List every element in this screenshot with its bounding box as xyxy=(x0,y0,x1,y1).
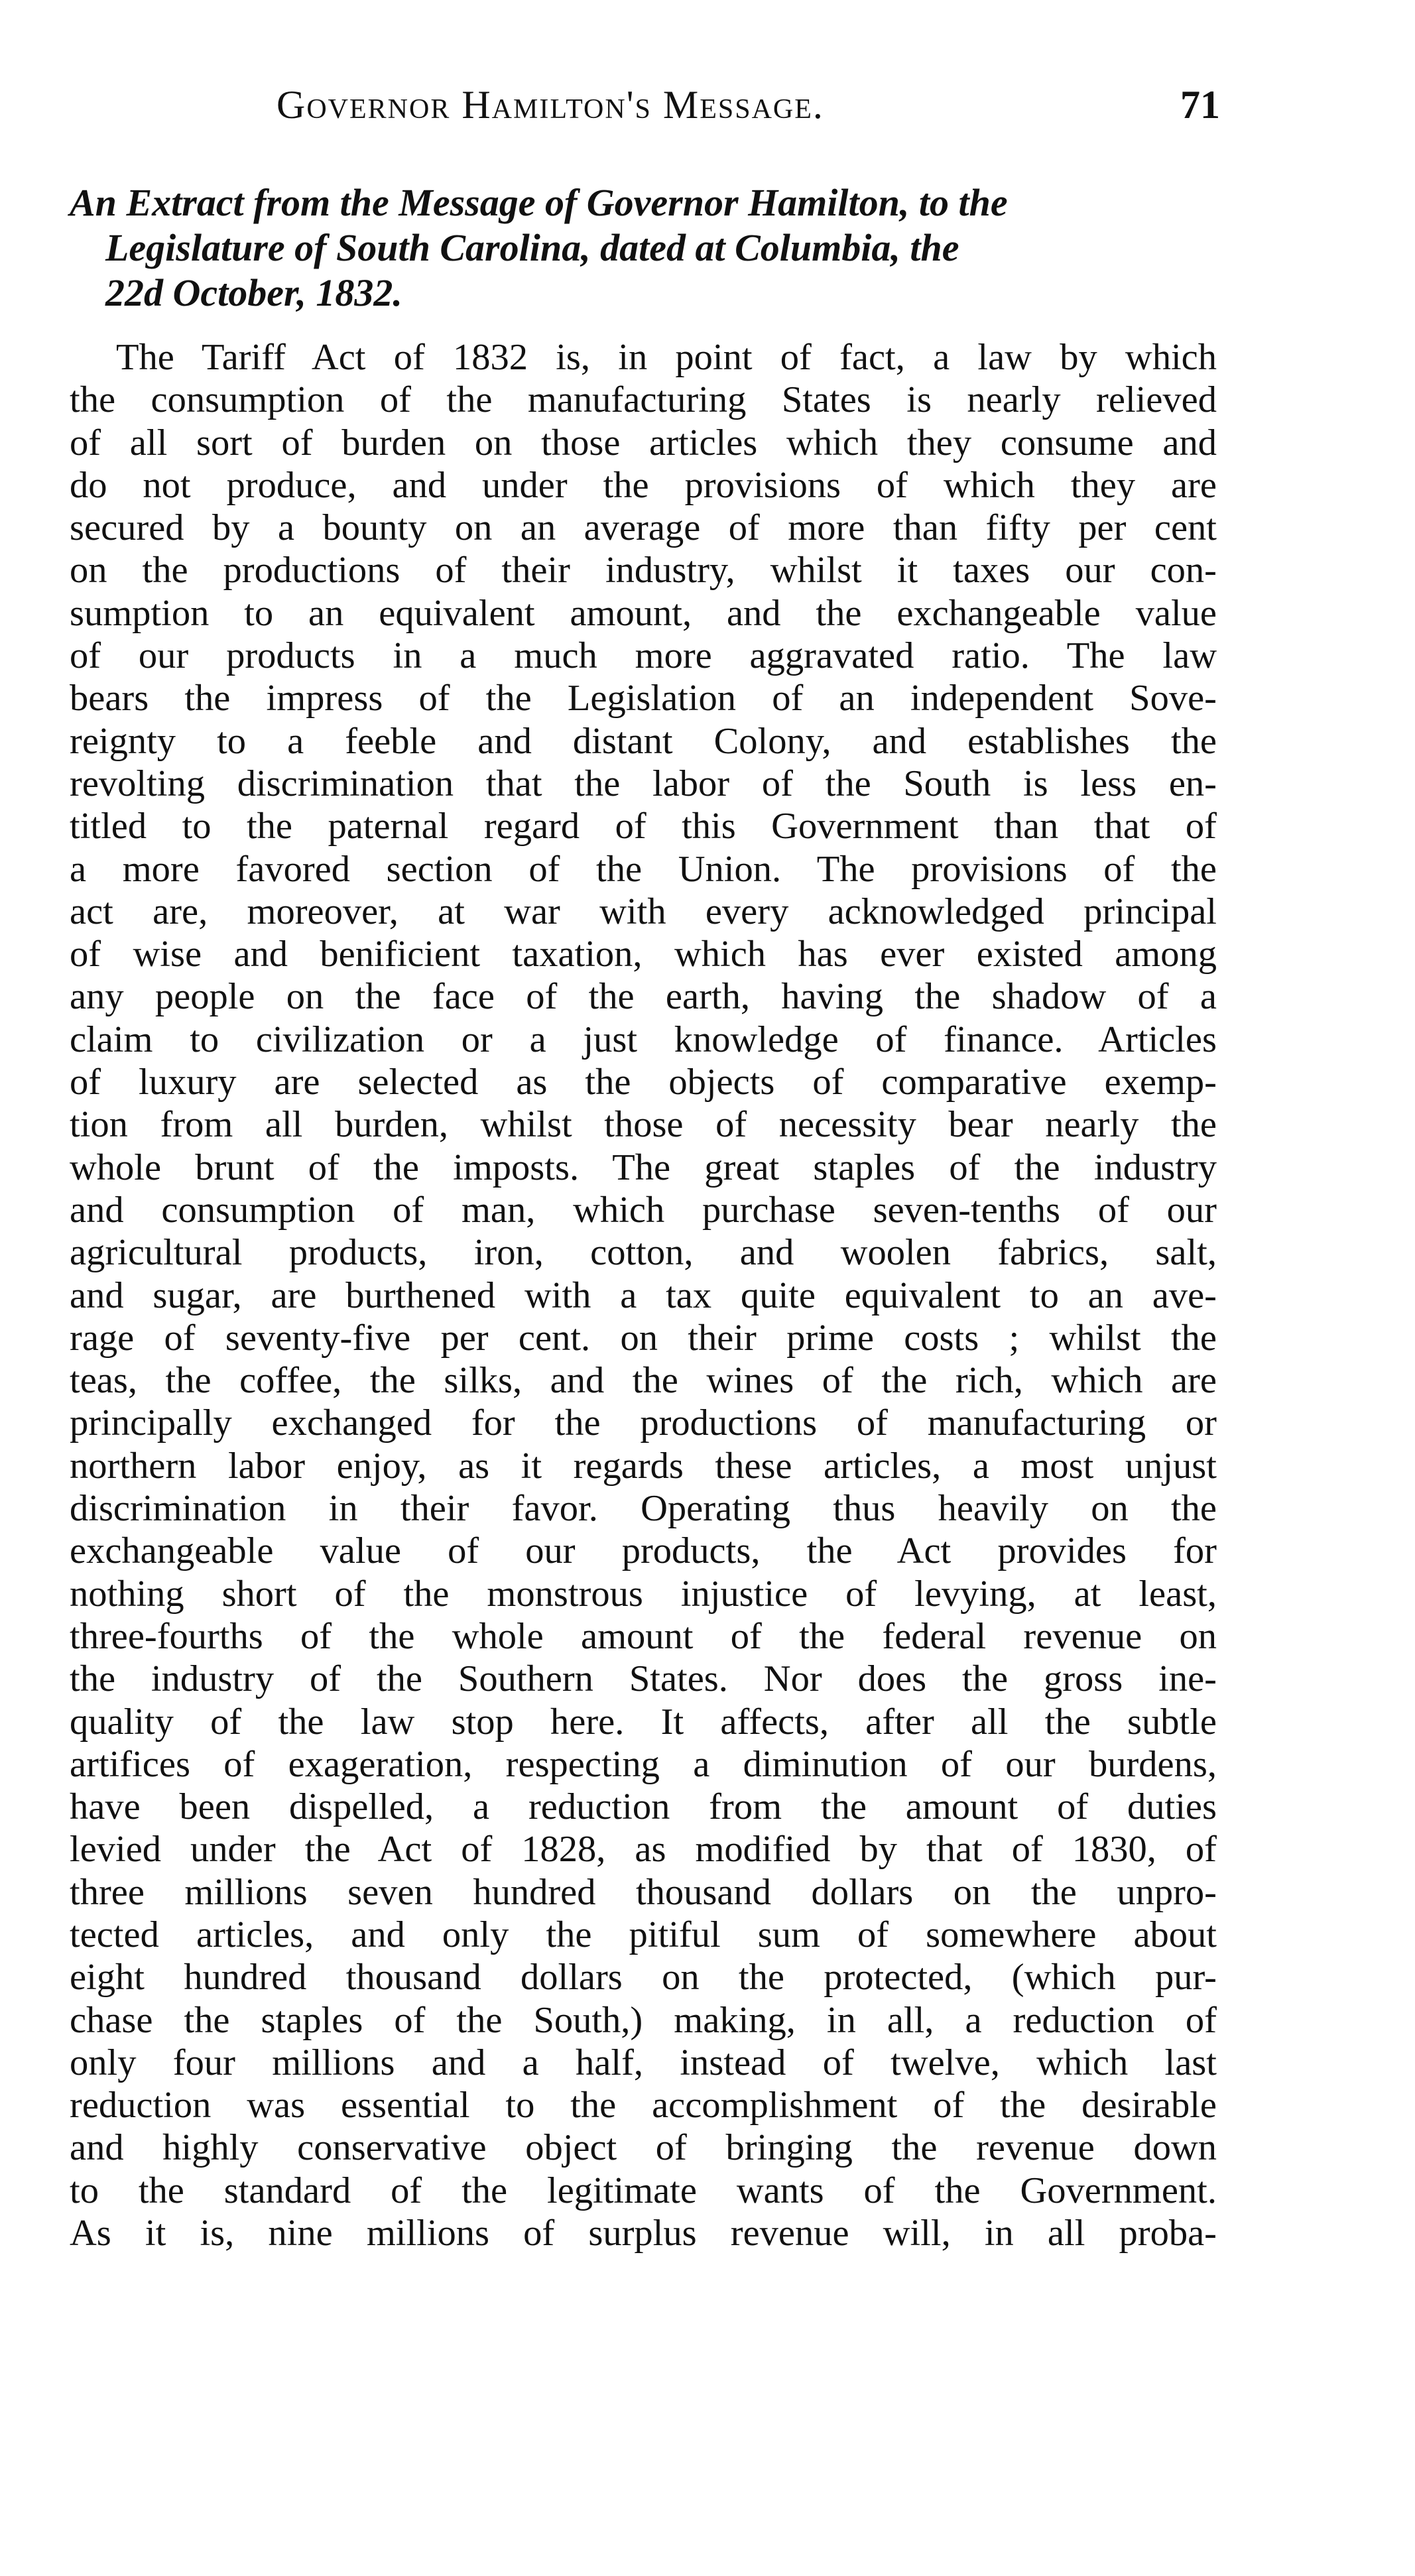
body-line: principally exchanged for the productions of manufacturing or xyxy=(70,1402,1217,1444)
body-line: exchangeable value of our products, the Act provides for xyxy=(70,1530,1217,1572)
body-line: As it is, nine millions of surplus revenue will, in all proba- xyxy=(70,2213,1217,2254)
body-line: agricultural products, iron, cotton, and woolen fabrics, salt, xyxy=(70,1232,1217,1274)
message-body xyxy=(70,336,1217,2254)
body-line: any people on the face of the earth, having the shadow of a xyxy=(70,976,1217,1018)
body-line: claim to civilization or a just knowledge of finance. Articles xyxy=(70,1018,1217,1060)
body-line: teas, the coffee, the silks, and the wines of the rich, which are xyxy=(70,1360,1217,1402)
body-line: act are, moreover, at war with every acknowledged principal xyxy=(70,890,1217,932)
body-line: the industry of the Southern States. Nor does the gross ine- xyxy=(70,1658,1217,1700)
body-line: reduction was essential to the accomplishment of the desirable xyxy=(70,2085,1217,2126)
body-line: and sugar, are burthened with a tax quite equivalent to an ave- xyxy=(70,1274,1217,1316)
running-title: Governor Hamilton's Message. xyxy=(277,83,824,127)
body-line: nothing short of the monstrous injustice of levying, at least, xyxy=(70,1573,1217,1615)
body-line: levied under the Act of 1828, as modified by that of 1830, of xyxy=(70,1829,1217,1871)
body-line: sumption to an equivalent amount, and the exchangeable value xyxy=(70,592,1217,634)
body-line: revolting discrimination that the labor of the South is less en- xyxy=(70,763,1217,804)
body-line: of luxury are selected as the objects of comparative exemp- xyxy=(70,1062,1217,1103)
body-line: have been dispelled, a reduction from the amount of duties xyxy=(70,1786,1217,1828)
body-line: discrimination in their favor. Operating thus heavily on the xyxy=(70,1488,1217,1530)
body-line: and highly conservative object of bringing the revenue down xyxy=(70,2127,1217,2169)
body-line: three millions seven hundred thousand dollars on the unpro- xyxy=(70,1871,1217,1913)
body-line: The Tariff Act of 1832 is, in point of fact, a law by which xyxy=(116,337,1217,378)
body-line: of our products in a much more aggravated ratio. The law xyxy=(70,635,1217,677)
extract-heading xyxy=(70,180,1217,316)
body-line: whole brunt of the imposts. The great staples of the industry xyxy=(70,1146,1217,1188)
body-line: do not produce, and under the provisions of which they are xyxy=(70,464,1217,506)
body-line: bears the impress of the Legislation of an independent Sove- xyxy=(70,678,1217,719)
running-head xyxy=(70,78,1220,131)
page-number: 71 xyxy=(1180,83,1220,127)
body-line: secured by a bounty on an average of more than fifty per cent xyxy=(70,507,1217,549)
body-line: titled to the paternal regard of this Government than that of xyxy=(70,806,1217,847)
body-line: tion from all burden, whilst those of necessity bear nearly the xyxy=(70,1104,1217,1146)
body-line: eight hundred thousand dollars on the protected, (which pur- xyxy=(70,1957,1217,1998)
body-line: a more favored section of the Union. The provisions of the xyxy=(70,848,1217,890)
body-line: rage of seventy-five per cent. on their prime costs ; whilst the xyxy=(70,1317,1217,1359)
body-line: of all sort of burden on those articles which they consume and xyxy=(70,422,1217,463)
body-line: to the standard of the legitimate wants of the Government. xyxy=(70,2170,1217,2211)
body-line: artifices of exageration, respecting a diminution of our burdens, xyxy=(70,1743,1217,1785)
body-line: quality of the law stop here. It affects, after all the subtle xyxy=(70,1701,1217,1743)
heading-line: Legislature of South Carolina, dated at Columbia, the xyxy=(105,226,959,269)
body-line: on the productions of their industry, whilst it taxes our con- xyxy=(70,550,1217,591)
body-line: only four millions and a half, instead of twelve, which last xyxy=(70,2042,1217,2083)
body-line: tected articles, and only the pitiful sum of somewhere about xyxy=(70,1914,1217,1955)
body-line: three-fourths of the whole amount of the federal revenue on xyxy=(70,1615,1217,1657)
heading-line: An Extract from the Message of Governor Hamilton, to the xyxy=(70,181,1008,224)
body-line: reignty to a feeble and distant Colony, and establishes the xyxy=(70,720,1217,762)
body-line: the consumption of the manufacturing States is nearly relieved xyxy=(70,379,1217,421)
body-line: chase the staples of the South,) making, in all, a reduction of xyxy=(70,1999,1217,2041)
heading-line: 22d October, 1832. xyxy=(105,271,402,314)
body-line: of wise and benificient taxation, which has ever existed among xyxy=(70,934,1217,975)
body-line: and consumption of man, which purchase seven-tenths of our xyxy=(70,1189,1217,1231)
body-line: northern labor enjoy, as it regards these articles, a most unjust xyxy=(70,1445,1217,1487)
